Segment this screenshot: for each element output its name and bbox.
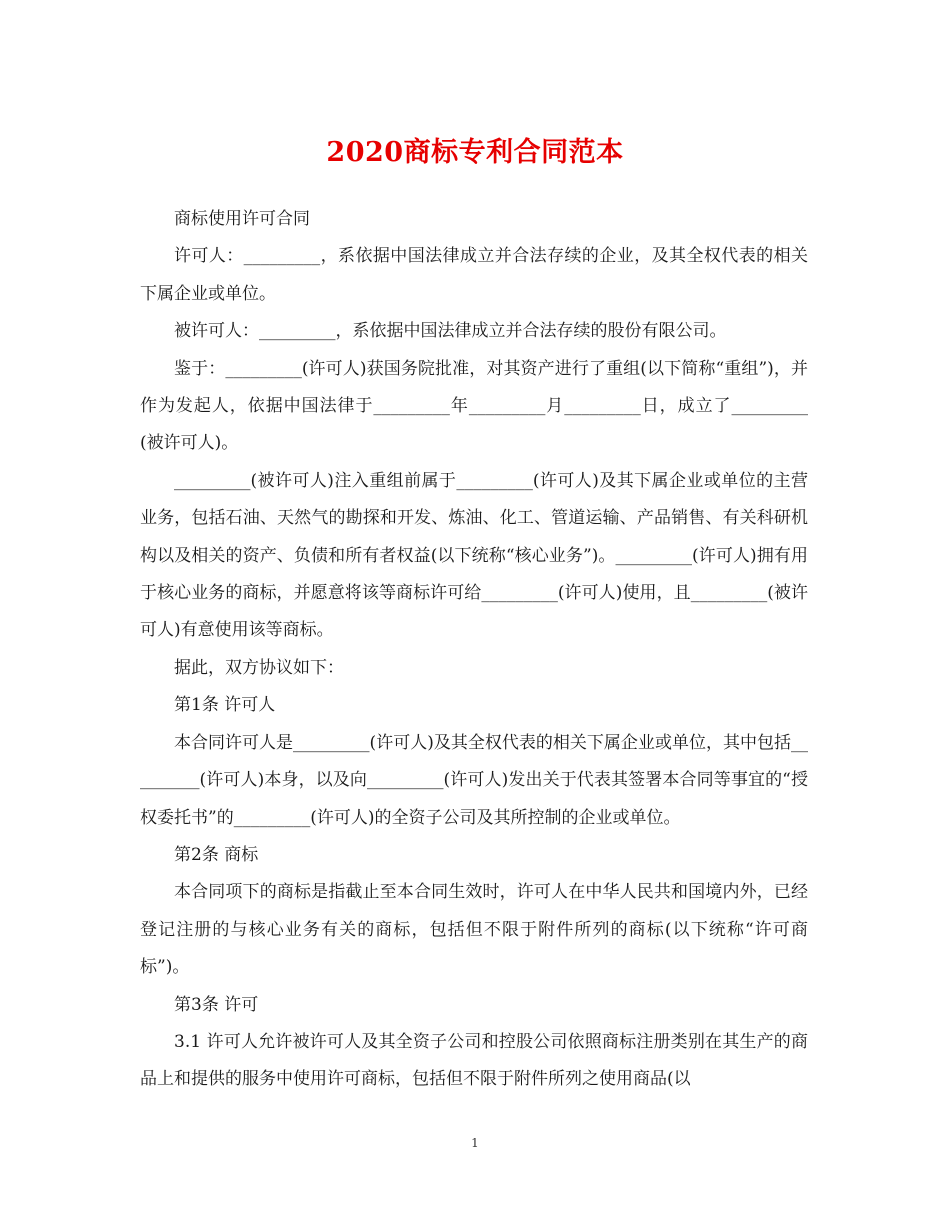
paragraph-licensor: 许可人：_________，系依据中国法律成立并合法存续的企业，及其全权代表的相关下属企业或单位。 xyxy=(140,246,808,304)
paragraph-licensee: 被许可人：_________，系依据中国法律成立并合法存续的股份有限公司。 xyxy=(174,321,727,342)
document-body xyxy=(140,201,808,1099)
article-3-1-body: 3.1 许可人允许被许可人及其全资子公司和控股公司依照商标注册类别在其生产的商品上和提供的服务中使用许可商标，包括但不限于附件所列之使用商品(以 xyxy=(140,1031,808,1090)
paragraph-whereas: 鉴于：_________(许可人)获国务院批准，对其资产进行了重组(以下简称“重组”)，并作为发起人，依据中国法律于_________年_________月_________日，成立了_________(被许可人)。 xyxy=(140,358,808,454)
page-number: 1 xyxy=(471,1136,479,1150)
article-2-heading: 第2条 商标 xyxy=(174,844,259,865)
article-3-heading: 第3条 许可 xyxy=(174,994,259,1015)
document-title: 2020商标专利合同范本 xyxy=(326,137,624,168)
paragraph-core-business: _________(被许可人)注入重组前属于_________(许可人)及其下属企业或单位的主营业务，包括石油、天然气的勘探和开发、炼油、化工、管道运输、产品销售、有关科研机构以及相关的资产、负债和所有者权益(以下统称“核心业务”)。_________(许可人)拥有用于核心业务的商标，并愿意将该等商标许可给_________(许可人)使用，且_________(被许可人)有意使用该等商标。 xyxy=(140,470,808,641)
article-1-heading: 第1条 许可人 xyxy=(174,695,276,716)
paragraph-contract-name: 商标使用许可合同 xyxy=(174,209,310,229)
article-2-body: 本合同项下的商标是指截止至本合同生效时，许可人在中华人民共和国境内外，已经登记注册的与核心业务有关的商标，包括但不限于附件所列的商标(以下统称“许可商标”)。 xyxy=(140,882,808,978)
article-1-body: 本合同许可人是_________(许可人)及其全权代表的相关下属企业或单位，其中包括_________(许可人)本身，以及向_________(许可人)发出关于代表其签署本合同等事宜的“授权委托书”的_________(许可人)的全资子公司及其所控制的企业或单位。 xyxy=(140,732,808,828)
paragraph-agreement: 据此，双方协议如下： xyxy=(174,657,344,678)
